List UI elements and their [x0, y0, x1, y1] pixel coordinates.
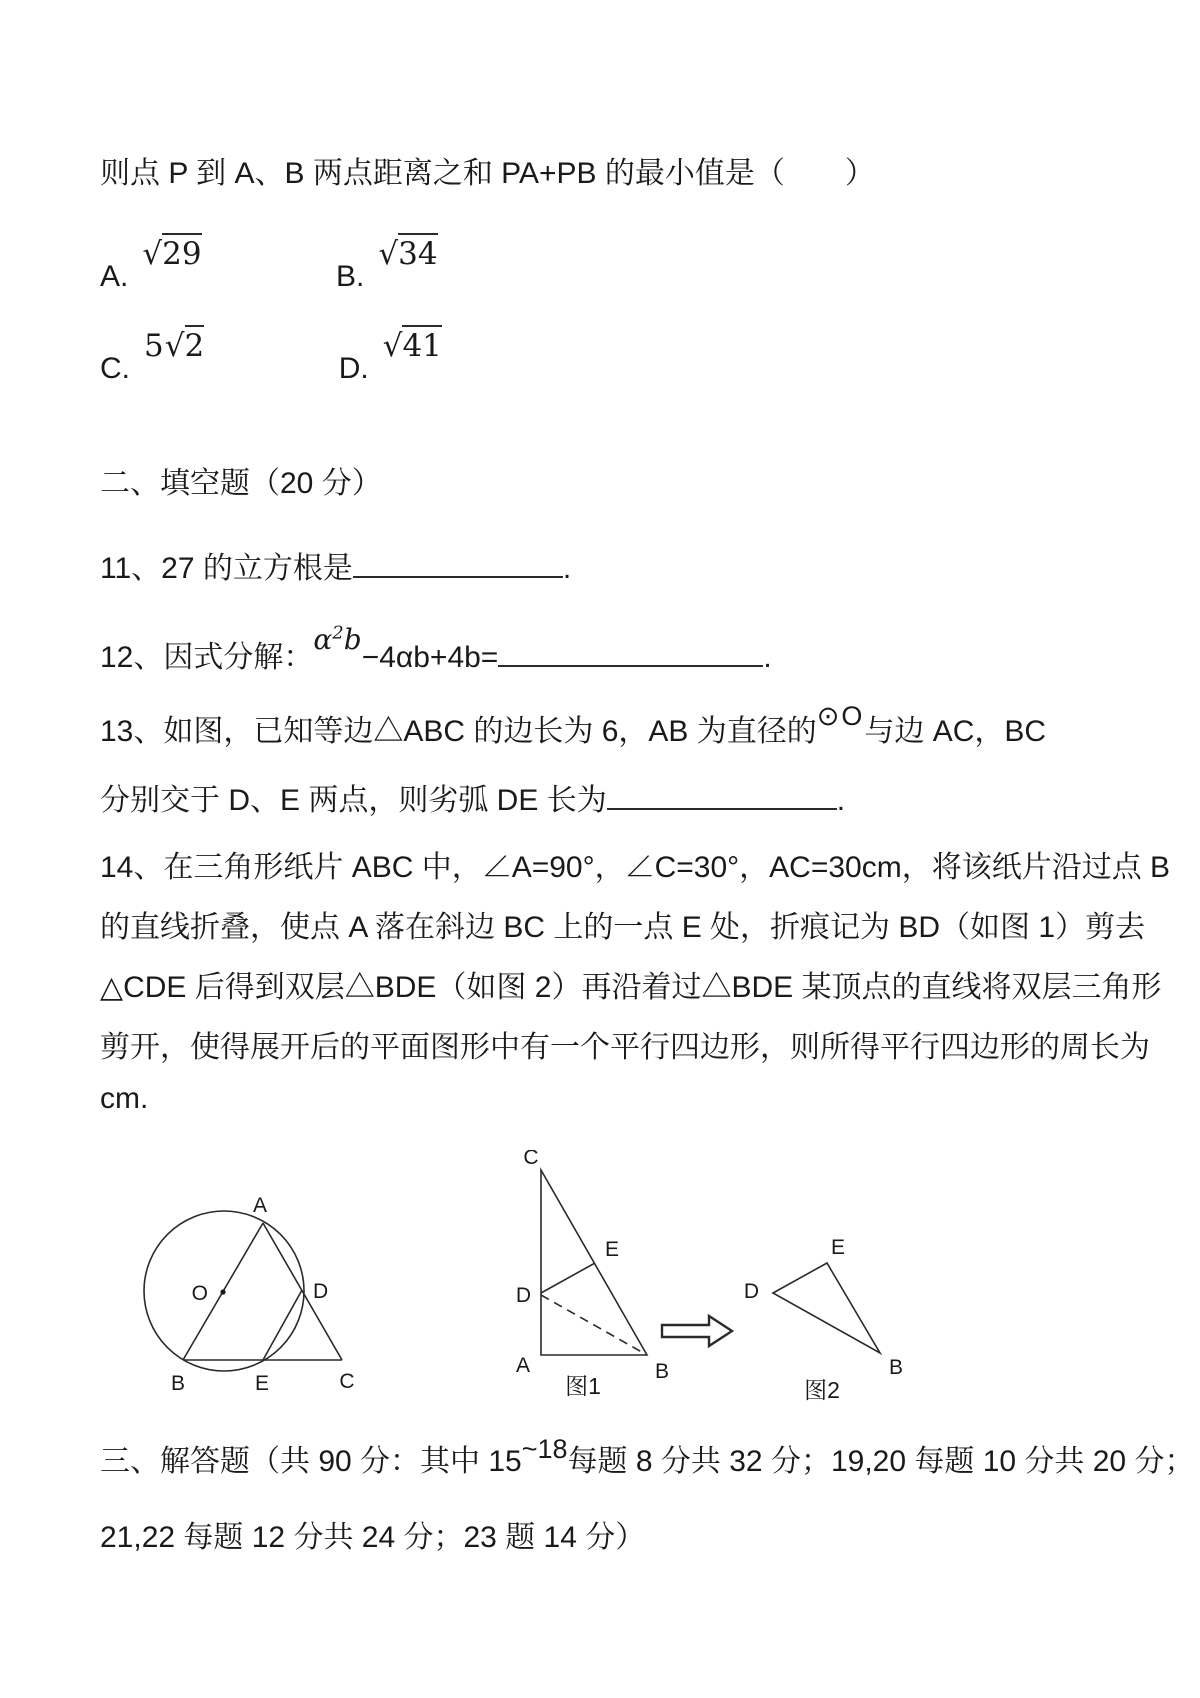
question13-period: .: [836, 784, 846, 817]
question14-line3: △CDE 后得到双层△BDE（如图 2）再沿着过△BDE 某顶点的直线将双层三角形: [100, 971, 1162, 1004]
option-c-radicand: 2: [185, 325, 205, 364]
option-a: [100, 236, 202, 294]
option-d-value: [383, 328, 442, 364]
question13-line2-text: 分别交于 D、E 两点，则劣弧 DE 长为: [100, 784, 607, 817]
label-d: D: [515, 1284, 531, 1307]
alpha-symbol: α: [313, 623, 333, 656]
figure-1: [516, 1150, 669, 1399]
segment-de: [541, 1263, 595, 1293]
question14-line2: 的直线折叠，使点 A 落在斜边 BC 上的一点 E 处，折痕记为 BD（如图 1）剪去: [100, 911, 1146, 944]
question10-stem: 则点 P 到 A、B 两点距离之和 PA+PB 的最小值是（ ）: [100, 157, 875, 190]
sqrt-symbol: √: [142, 236, 163, 272]
option-d-label: D.: [338, 352, 369, 385]
triangle-deb: [773, 1263, 880, 1353]
circle-o-symbol: ⊙O: [816, 701, 865, 731]
label-b: B: [888, 1356, 904, 1379]
variable-b: b: [343, 623, 362, 656]
option-b-label: B.: [336, 260, 365, 293]
question12: [100, 622, 772, 676]
label-c: C: [523, 1150, 539, 1169]
option-b: [336, 236, 438, 294]
options-row-ab: [100, 236, 438, 294]
option-b-value: [378, 236, 437, 272]
section3-text-pre: 三、解答题（共 90 分：其中 15: [100, 1445, 522, 1478]
question12-blank: [498, 636, 763, 668]
label-d: D: [313, 1280, 329, 1303]
label-b: B: [170, 1372, 186, 1395]
options-row-cd: [100, 328, 442, 386]
figure-circle-triangle: [144, 1194, 355, 1395]
option-c-coefficient: 5: [144, 328, 164, 364]
question11-period: .: [562, 552, 572, 585]
triangle-cab: [541, 1170, 647, 1355]
option-c-label: C.: [100, 352, 130, 385]
option-c: [100, 328, 205, 386]
question14-line5: cm.: [100, 1082, 149, 1115]
question11-text: 11、27 的立方根是: [100, 552, 353, 585]
option-d-radicand: 41: [402, 325, 441, 364]
figures-illustration: [110, 1150, 950, 1408]
option-d: [338, 328, 442, 386]
label-e: E: [254, 1372, 270, 1395]
section3-superscript-range: ~18: [521, 1434, 568, 1464]
question12-expression: −4αb+4b=: [361, 641, 499, 674]
right-arrow-icon: [662, 1316, 732, 1346]
sqrt-symbol: √: [378, 236, 399, 272]
sqrt-symbol: √: [164, 328, 185, 364]
question14-line1: 14、在三角形纸片 ABC 中，∠A=90°，∠C=30°，AC=30cm，将该纸片沿过点 B: [100, 851, 1171, 884]
label-o: O: [191, 1282, 208, 1305]
label-e: E: [604, 1238, 620, 1261]
fold-line-db: [541, 1295, 647, 1355]
label-a: A: [515, 1354, 531, 1377]
section2-title: 二、填空题（20 分）: [100, 467, 382, 500]
option-a-radicand: 29: [162, 233, 201, 272]
section3-line1: [100, 1436, 1194, 1480]
question13-blank: [607, 779, 837, 811]
question13-text-post: 与边 AC，BC: [864, 715, 1047, 748]
question12-text: 12、因式分解：: [100, 641, 314, 674]
figure2-caption: 图2: [804, 1377, 840, 1403]
figure1-caption: 图1: [565, 1373, 601, 1399]
center-point: [220, 1289, 225, 1294]
option-b-radicand: 34: [398, 233, 437, 272]
question12-period: .: [763, 641, 772, 674]
label-a: A: [252, 1194, 268, 1217]
question13-line2: [100, 775, 845, 819]
section3-text-post: 每题 8 分共 32 分；19,20 每题 10 分共 20 分；: [567, 1445, 1195, 1478]
question13-line1: [100, 701, 1047, 750]
exponent: 2: [332, 622, 344, 644]
option-a-value: [142, 236, 201, 272]
figure-2: [744, 1236, 903, 1403]
label-e: E: [830, 1236, 846, 1259]
label-c: C: [339, 1370, 355, 1393]
section3-line2: 21,22 每题 12 分共 24 分；23 题 14 分）: [100, 1521, 646, 1554]
sqrt-symbol: √: [382, 328, 403, 364]
question11: [100, 543, 571, 587]
label-d: D: [743, 1280, 759, 1303]
question12-superscript-expression: [313, 623, 361, 656]
option-c-value: [144, 328, 204, 364]
question13-text-pre: 13、如图，已知等边△ABC 的边长为 6，AB 为直径的: [100, 715, 817, 748]
question11-blank: [353, 547, 563, 579]
question14-line4: 剪开，使得展开后的平面图形中有一个平行四边形，则所得平行四边形的周长为: [100, 1031, 1150, 1064]
label-b: B: [654, 1360, 670, 1383]
option-a-label: A.: [100, 260, 129, 293]
